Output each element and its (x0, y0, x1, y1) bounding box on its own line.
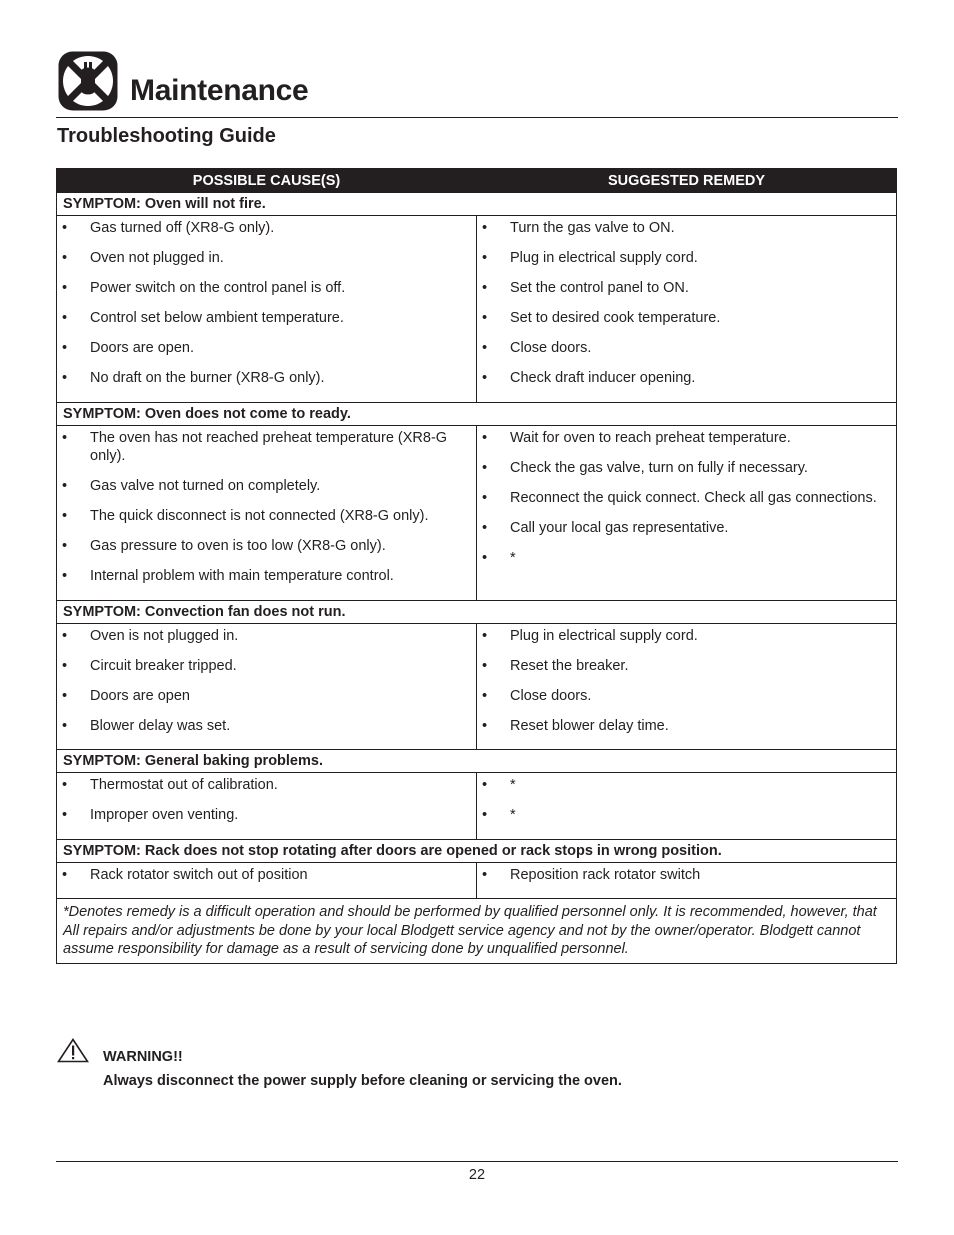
remedy-item: • Plug in electrical supply cord. (477, 627, 896, 646)
remedy-item: • Plug in electrical supply cord. (477, 249, 896, 268)
symptom-row (57, 839, 897, 862)
warning-text: Always disconnect the power supply before cleaning or servicing the oven. (103, 1073, 622, 1089)
symptom-row (57, 600, 897, 623)
remedy-cell (477, 862, 897, 899)
cause-item: • Power switch on the control panel is off. (57, 279, 476, 298)
table-row (57, 216, 897, 403)
symptom-row (57, 750, 897, 773)
cause-item: • Gas pressure to oven is too low (XR8-G only). (57, 537, 476, 556)
symptom-heading: SYMPTOM: General baking problems. (57, 750, 897, 773)
cause-item: • Doors are open. (57, 339, 476, 358)
remedy-item: • Call your local gas representative. (477, 519, 896, 538)
cause-item: • Internal problem with main temperature control. (57, 567, 476, 586)
remedy-item: • Turn the gas valve to ON. (477, 219, 896, 238)
column-header-remedy: SUGGESTED REMEDY (477, 169, 897, 193)
remedy-item: • Close doors. (477, 339, 896, 358)
remedy-item: • * (477, 806, 896, 825)
remedy-item: • Reset blower delay time. (477, 717, 896, 736)
cause-cell (57, 623, 477, 750)
cause-cell (57, 862, 477, 899)
remedy-cell (477, 425, 897, 600)
remedy-cell (477, 623, 897, 750)
symptom-row (57, 193, 897, 216)
cause-list (57, 429, 476, 586)
remedy-item: • Check draft inducer opening. (477, 369, 896, 388)
cause-item: • The quick disconnect is not connected (XR8-G only). (57, 507, 476, 526)
remedy-list (477, 776, 896, 825)
cause-list (57, 219, 476, 388)
cause-item: • Improper oven venting. (57, 806, 476, 825)
cause-cell (57, 773, 477, 840)
cause-item: • Rack rotator switch out of position (57, 866, 476, 885)
cause-list (57, 627, 476, 736)
cause-item: • Circuit breaker tripped. (57, 657, 476, 676)
cause-list (57, 776, 476, 825)
remedy-list (477, 627, 896, 736)
remedy-item: • Close doors. (477, 687, 896, 706)
remedy-item: • * (477, 549, 896, 568)
footnote-text: *Denotes remedy is a difficult operation and should be performed by qualified personnel only. It is recommended, however, that All repairs and/or adjustments be done by your local Blodgett service agency and not by the owner/operator. Blodgett cannot assume responsibility for damage as a result of servicing done by unqualified personnel. (57, 899, 897, 964)
remedy-item: • * (477, 776, 896, 795)
symptom-heading: SYMPTOM: Oven does not come to ready. (57, 402, 897, 425)
remedy-cell (477, 216, 897, 403)
warning-triangle-icon (57, 1038, 89, 1063)
table-row (57, 425, 897, 600)
warning-title: WARNING!! (103, 1049, 183, 1065)
cause-item: • Oven is not plugged in. (57, 627, 476, 646)
header-divider (56, 117, 898, 118)
cause-item: • Control set below ambient temperature. (57, 309, 476, 328)
table-header-row (57, 169, 897, 193)
remedy-item: • Reposition rack rotator switch (477, 866, 896, 885)
remedy-item: • Set to desired cook temperature. (477, 309, 896, 328)
symptom-heading: SYMPTOM: Oven will not fire. (57, 193, 897, 216)
cause-item: • The oven has not reached preheat temperature (XR8-G only). (57, 429, 476, 466)
table-row (57, 623, 897, 750)
cause-item: • No draft on the burner (XR8-G only). (57, 369, 476, 388)
cause-item: • Thermostat out of calibration. (57, 776, 476, 795)
remedy-item: • Reconnect the quick connect. Check all gas connections. (477, 489, 896, 508)
table-row (57, 862, 897, 899)
column-header-cause: POSSIBLE CAUSE(S) (57, 169, 477, 193)
cause-cell (57, 216, 477, 403)
remedy-list (477, 429, 896, 568)
page-title: Maintenance (130, 74, 309, 107)
cause-item: • Doors are open (57, 687, 476, 706)
cause-item: • Oven not plugged in. (57, 249, 476, 268)
cause-list (57, 866, 476, 885)
cause-item: • Blower delay was set. (57, 717, 476, 736)
remedy-item: • Reset the breaker. (477, 657, 896, 676)
footer-divider (56, 1161, 898, 1162)
remedy-cell (477, 773, 897, 840)
table-row (57, 773, 897, 840)
symptom-heading: SYMPTOM: Convection fan does not run. (57, 600, 897, 623)
section-title: Troubleshooting Guide (57, 125, 276, 147)
maintenance-hand-icon (57, 50, 119, 112)
remedy-list (477, 866, 896, 885)
page-number: 22 (468, 1167, 486, 1183)
remedy-list (477, 219, 896, 388)
cause-cell (57, 425, 477, 600)
symptom-row (57, 402, 897, 425)
table-body (57, 193, 897, 964)
remedy-item: • Set the control panel to ON. (477, 279, 896, 298)
note-row (57, 899, 897, 964)
troubleshooting-table (56, 168, 897, 964)
remedy-item: • Wait for oven to reach preheat temperature. (477, 429, 896, 448)
cause-item: • Gas turned off (XR8-G only). (57, 219, 476, 238)
symptom-heading: SYMPTOM: Rack does not stop rotating after doors are opened or rack stops in wrong position. (57, 839, 897, 862)
cause-item: • Gas valve not turned on completely. (57, 477, 476, 496)
remedy-item: • Check the gas valve, turn on fully if necessary. (477, 459, 896, 478)
